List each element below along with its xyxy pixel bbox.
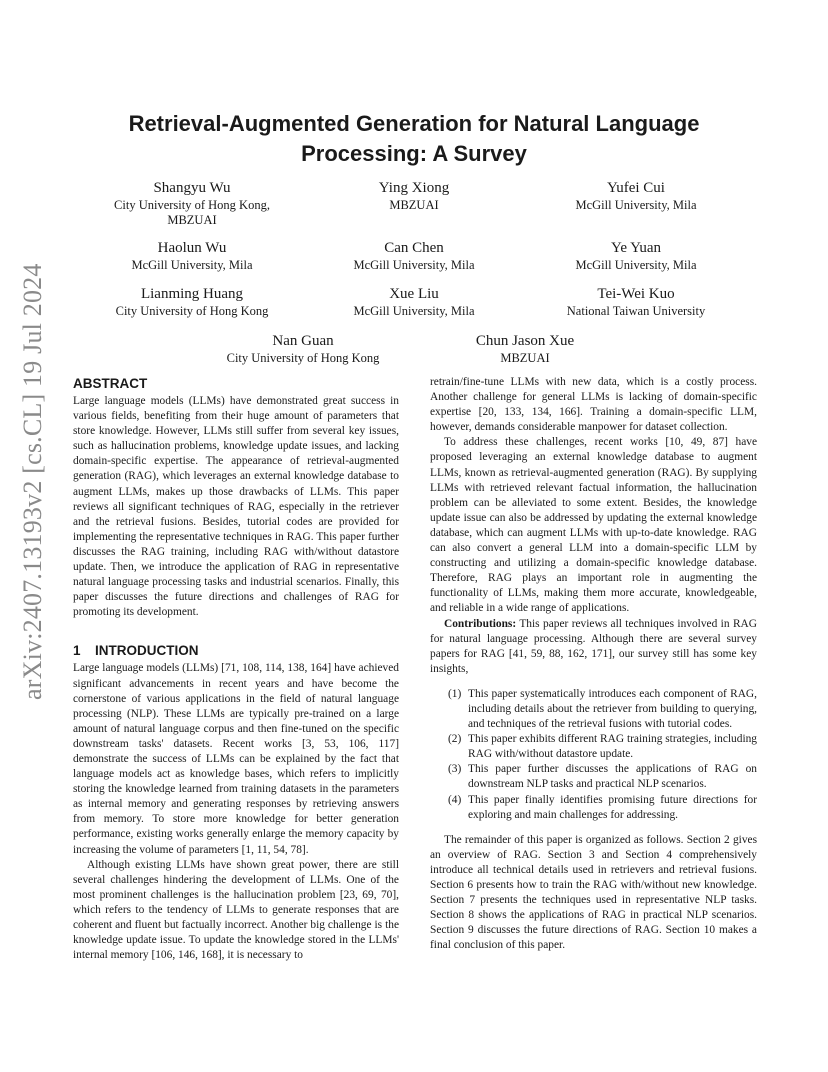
author-name: Nan Guan: [272, 333, 334, 349]
author-affiliation: City University of Hong Kong: [115, 304, 269, 318]
list-number: (1): [448, 687, 462, 700]
paper-title: Retrieval-Augmented Generation for Natural Language Processing: A Survey: [128, 111, 700, 166]
author-block: [405, 332, 645, 366]
author-block: [72, 179, 312, 228]
contributions-text: This paper reviews all techniques involved in RAG for natural language processing. Although there are several survey papers for RAG [41, 59, 88, 162, 171], our survey still has some key insights,: [430, 617, 757, 675]
author-affiliation: McGill University, Mila: [353, 258, 475, 272]
author-name: Shangyu Wu: [153, 180, 231, 196]
intro-paragraph: To address these challenges, recent works [10, 49, 87] have proposed leveraging an external knowledge database to augment LLMs, known as retrieval-augmented generation (RAG). By supplying LLMs with retrieved relevant factual information, the hallucination problem can be alleviated to some extent. Besides, the knowledge update issue can also be addressed by updating the external knowledge database, which can augment LLMs with up-to-date knowledge. RAG can also convert a general LLM into a domain-specific LLM by constructing and utilizing a domain-specific knowledge database. Therefore, RAG plays an important role in augmenting the functionality of LLMs, making them more accurate, knowledgeable, and reliable in a wide range of applications.: [430, 436, 757, 615]
author-block: [294, 179, 534, 213]
list-item: [430, 687, 757, 732]
list-number: (4): [448, 793, 462, 806]
author-affiliation: McGill University, Mila: [575, 198, 697, 212]
author-affiliation: MBZUAI: [500, 351, 550, 365]
author-affiliation: McGill University, Mila: [353, 304, 475, 318]
author-block: [294, 239, 534, 273]
list-item: [430, 762, 757, 792]
author-name: Yufei Cui: [607, 180, 665, 196]
contributions-label: Contributions:: [444, 617, 517, 630]
author-name: Ye Yuan: [610, 240, 661, 256]
right-column: [430, 375, 757, 953]
left-column: [73, 375, 399, 963]
author-block: [72, 239, 312, 273]
section-title: INTRODUCTION: [95, 643, 199, 659]
author-name: Can Chen: [384, 240, 444, 256]
author-affiliation: City University of Hong Kong: [226, 351, 380, 365]
author-block: [294, 285, 534, 319]
abstract-text: Large language models (LLMs) have demonstrated great success in various fields, benefiting from their huge amount of parameters that store knowledge. However, LLMs still suffer from several key issues, such as hallucination problems, knowledge update issues, and lacking domain-specific expertise. The appearance of retrieval-augmented generation (RAG), which leverages an external knowledge database to augment LLMs, makes up those drawbacks of LLMs. This paper reviews all significant techniques of RAG, especially in the retriever and the retrieval fusions. Besides, tutorial codes are provided for implementing the representative techniques in RAG. This paper further discusses the RAG training, including RAG with/without datastore update. Then, we introduce the application of RAG in representative natural language processing tasks and industrial scenarios. Finally, this paper discusses the future directions and challenges of RAG for promoting its development.: [73, 395, 399, 619]
author-name: Tei-Wei Kuo: [597, 286, 675, 302]
author-block: [516, 285, 756, 319]
author-block: [72, 285, 312, 319]
author-name: Ying Xiong: [378, 180, 450, 196]
intro-paragraph: retrain/fine-tune LLMs with new data, which is a costly process. Another challenge for general LLMs is lacking of domain-specific expertise [20, 133, 134, 166]. Training a domain-specific LLM, however, demands considerable manpower for dataset collection.: [430, 376, 757, 434]
list-text: This paper exhibits different RAG training strategies, including RAG with/without datastore update.: [468, 733, 757, 761]
author-block: [516, 179, 756, 213]
list-text: This paper finally identifies promising future directions for exploring and main challenges for addressing.: [468, 793, 757, 821]
author-affiliation: National Taiwan University: [566, 304, 706, 318]
author-affiliation: McGill University, Mila: [575, 258, 697, 272]
list-number: (3): [448, 763, 462, 776]
author-name: Lianming Huang: [140, 286, 244, 302]
author-name: Xue Liu: [389, 286, 439, 302]
author-name: Chun Jason Xue: [475, 333, 575, 349]
list-item: [430, 732, 757, 762]
list-text: This paper further discusses the applications of RAG on downstream NLP tasks and practical NLP scenarios.: [468, 763, 757, 791]
author-affiliation: MBZUAI: [389, 198, 439, 212]
author-block: [516, 239, 756, 273]
author-name: Haolun Wu: [157, 240, 227, 256]
contributions-list: [430, 687, 757, 823]
author-block: [183, 332, 423, 366]
section-number: 1: [73, 643, 81, 659]
arxiv-identifier: arXiv:2407.13193v2 [cs.CL] 19 Jul 2024: [18, 263, 47, 700]
intro-paragraph: Large language models (LLMs) [71, 108, 114, 138, 164] have achieved significant advancements in recent years and have become the cornerstone of various applications in the field of natural language processing (NLP). These LLMs are typically pre-trained on a large amount of natural language corpus and then fine-tuned on the specific downstream tasks' datasets. Recent works [3, 53, 106, 117] demonstrate the success of LLMs can be explained by the fact that language models act as knowledge bases, which refers to implicitly storing the knowledge learned from training datasets in the parameters as internal memory and generating responses by retrieving answers from memory. To store more knowledge for better generation performance, existing works generally enlarge the memory capacity by increasing the volume of parameters [1, 11, 54, 78].: [73, 662, 399, 856]
intro-paragraph: Although existing LLMs have shown great power, there are still several challenges hindering the development of LLMs. One of the most prominent challenges is the hallucination problem [23, 69, 70], which refers to the tendency of LLMs to generate responses that are coherent and fluent but factually incorrect. Another big challenge is the knowledge update issue. To update the knowledge stored in the LLMs' internal memory [106, 146, 168], it is necessary to: [73, 858, 399, 962]
author-affiliation: McGill University, Mila: [131, 258, 253, 272]
list-number: (2): [448, 733, 462, 746]
author-affiliation: City University of Hong Kong, MBZUAI: [114, 198, 270, 227]
contributions-paragraph: [430, 617, 757, 677]
list-item: [430, 793, 757, 823]
introduction-heading: [73, 642, 399, 659]
abstract-heading: ABSTRACT: [73, 376, 148, 391]
list-text: This paper systematically introduces each component of RAG, including details about the retriever from building to querying, and techniques of the retrieval fusions with tutorial codes.: [468, 687, 757, 731]
intro-paragraph: The remainder of this paper is organized as follows. Section 2 gives an overview of RAG. Section 3 and Section 4 comprehensively introduce all technical details used in retrievers and retrieval fusions. Section 6 presents how to train the RAG with/without new knowledge. Section 7 presents the techniques used in representative NLP tasks. Section 8 shows the applications of RAG in practical NLP scenarios. Section 9 discusses the future directions of RAG. Section 10 makes a final conclusion of this paper.: [430, 833, 757, 952]
